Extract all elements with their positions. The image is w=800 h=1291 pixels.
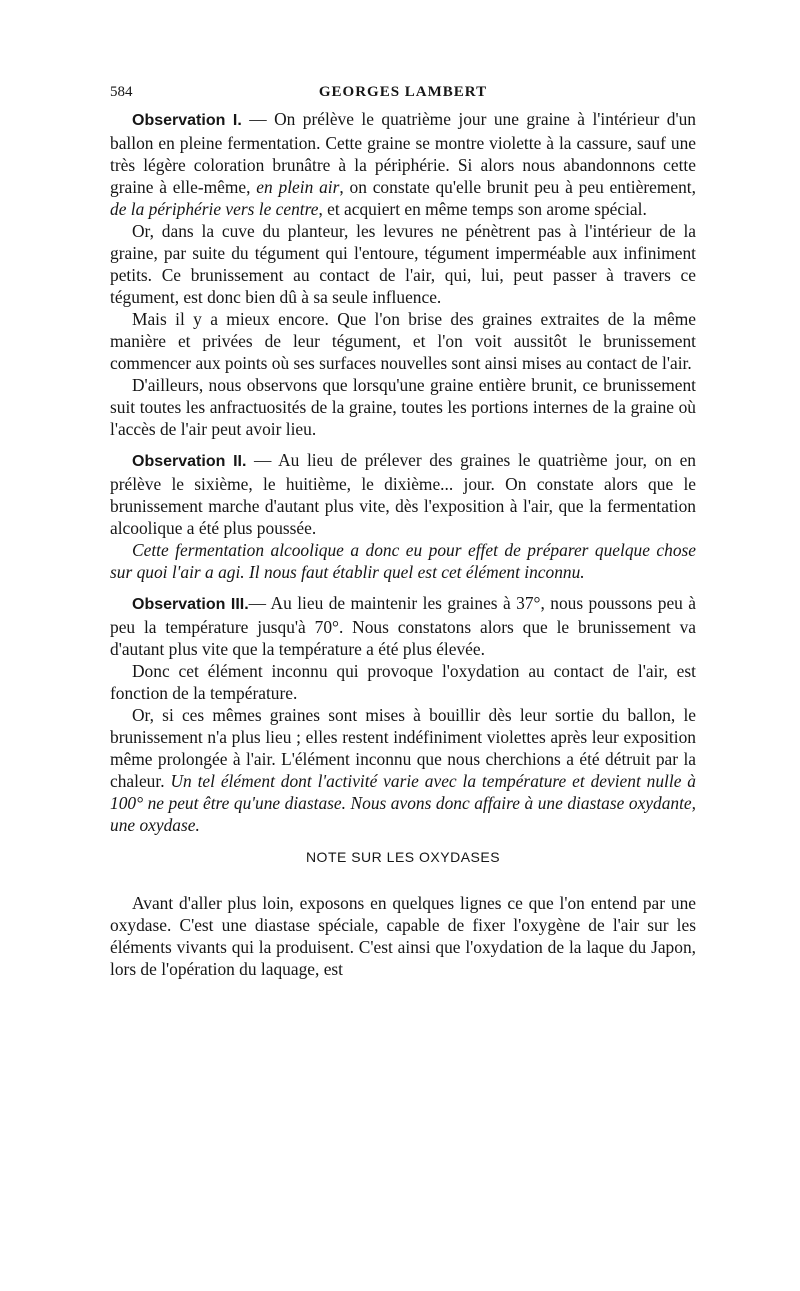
paragraph: D'ailleurs, nous observons que lorsqu'une graine entière brunit, ce brunissement suit toutes les anfractuosités de la graine, toutes les portions internes de la graine où l'accès de l'air peut avoir lieu.: [110, 375, 696, 439]
page-number: 584: [110, 84, 133, 100]
observation-1-label: Observation I.: [132, 112, 242, 129]
text-run: Or, si ces mêmes graines sont mises à bouillir dès leur sortie du ballon, le brunissement n'a plus lieu ; elles restent indéfiniment violettes après leur exposition même prolongée à l'air. L'élément inconnu que nous cherchions a été détruit par la chaleur.: [110, 705, 696, 791]
observation-2-label: Observation II.: [132, 453, 247, 470]
text-run: , on constate qu'elle brunit peu à peu entièrement,: [339, 177, 696, 197]
observation-3-label: Observation III.: [132, 596, 249, 613]
italic-run: Cette fermentation alcoolique a donc eu pour effet de préparer quelque chose sur quoi l'air a agi. Il nous faut établir quel est cet élément inconnu.: [110, 540, 696, 582]
running-title: GEORGES LAMBERT: [318, 84, 488, 100]
paragraph: [110, 704, 696, 836]
italic-paragraph: [110, 539, 696, 583]
running-head: [110, 84, 696, 108]
paragraph: Avant d'aller plus loin, exposons en quelques lignes ce que l'on entend par une oxydase. C'est une diastase spéciale, capable de fixer l'oxygène de l'air sur les éléments vivants qui la produisent. C'est ainsi que l'oxydation de la laque du Japon, lors de l'opération du laquage, est: [110, 893, 696, 979]
observation-3-paragraph: [110, 592, 696, 660]
paragraph: Mais il y a mieux encore. Que l'on brise des graines extraites de la même manière et privées de leur tégument, et l'on voit aussitôt le brunissement commencer aux points où ses surfaces nouvelles sont ainsi mises au contact de l'air.: [110, 309, 696, 373]
paragraph: Or, dans la cuve du planteur, les levures ne pénètrent pas à l'intérieur de la graine, par suite du tégument qui l'entoure, tégument imperméable aux infiniment petits. Ce brunissement au contact de l'air, qui, lui, peut passer à travers ce tégument, est donc bien dû à sa seule influence.: [110, 221, 696, 307]
text-run: — Au lieu de prélever des graines le quatrième jour, on en prélève le sixième, le huitième, le dixième... jour. On constate alors que le brunissement marche d'autant plus vite, dès l'exposition à l'air, que la fermentation alcoolique a été plus poussée.: [110, 450, 696, 538]
document-page: [110, 84, 696, 980]
italic-run: Un tel élément dont l'activité varie avec la température et devient nulle à 100° ne peut être qu'une diastase. Nous avons donc affaire à une diastase oxydante, une oxydase.: [110, 771, 696, 835]
text-run: — On prélève le quatrième jour une graine à l'intérieur d'un ballon en pleine fermentation. Cette graine se montre violette à la cassure, sauf une très légère coloration brunâtre à la périphérie. Si alors nous abandonnons cette graine à elle-même,: [110, 109, 696, 197]
italic-run: en plein air: [256, 177, 340, 197]
text-run: — Au lieu de maintenir les graines à 37°, nous poussons peu à peu la température jusqu'à 70°. Nous constatons alors que le brunissement va d'autant plus vite que la température a été plus élevée.: [110, 593, 696, 659]
section-heading: NOTE SUR LES OXYDASES: [305, 849, 501, 865]
observation-2-paragraph: [110, 449, 696, 539]
body-text: [110, 108, 696, 980]
text-run: , et acquiert en même temps son arome spécial.: [318, 199, 647, 219]
paragraph: Donc cet élément inconnu qui provoque l'oxydation au contact de l'air, est fonction de la température.: [110, 661, 696, 703]
italic-run: de la périphérie vers le centre: [110, 199, 319, 219]
observation-1-paragraph: [110, 108, 696, 220]
